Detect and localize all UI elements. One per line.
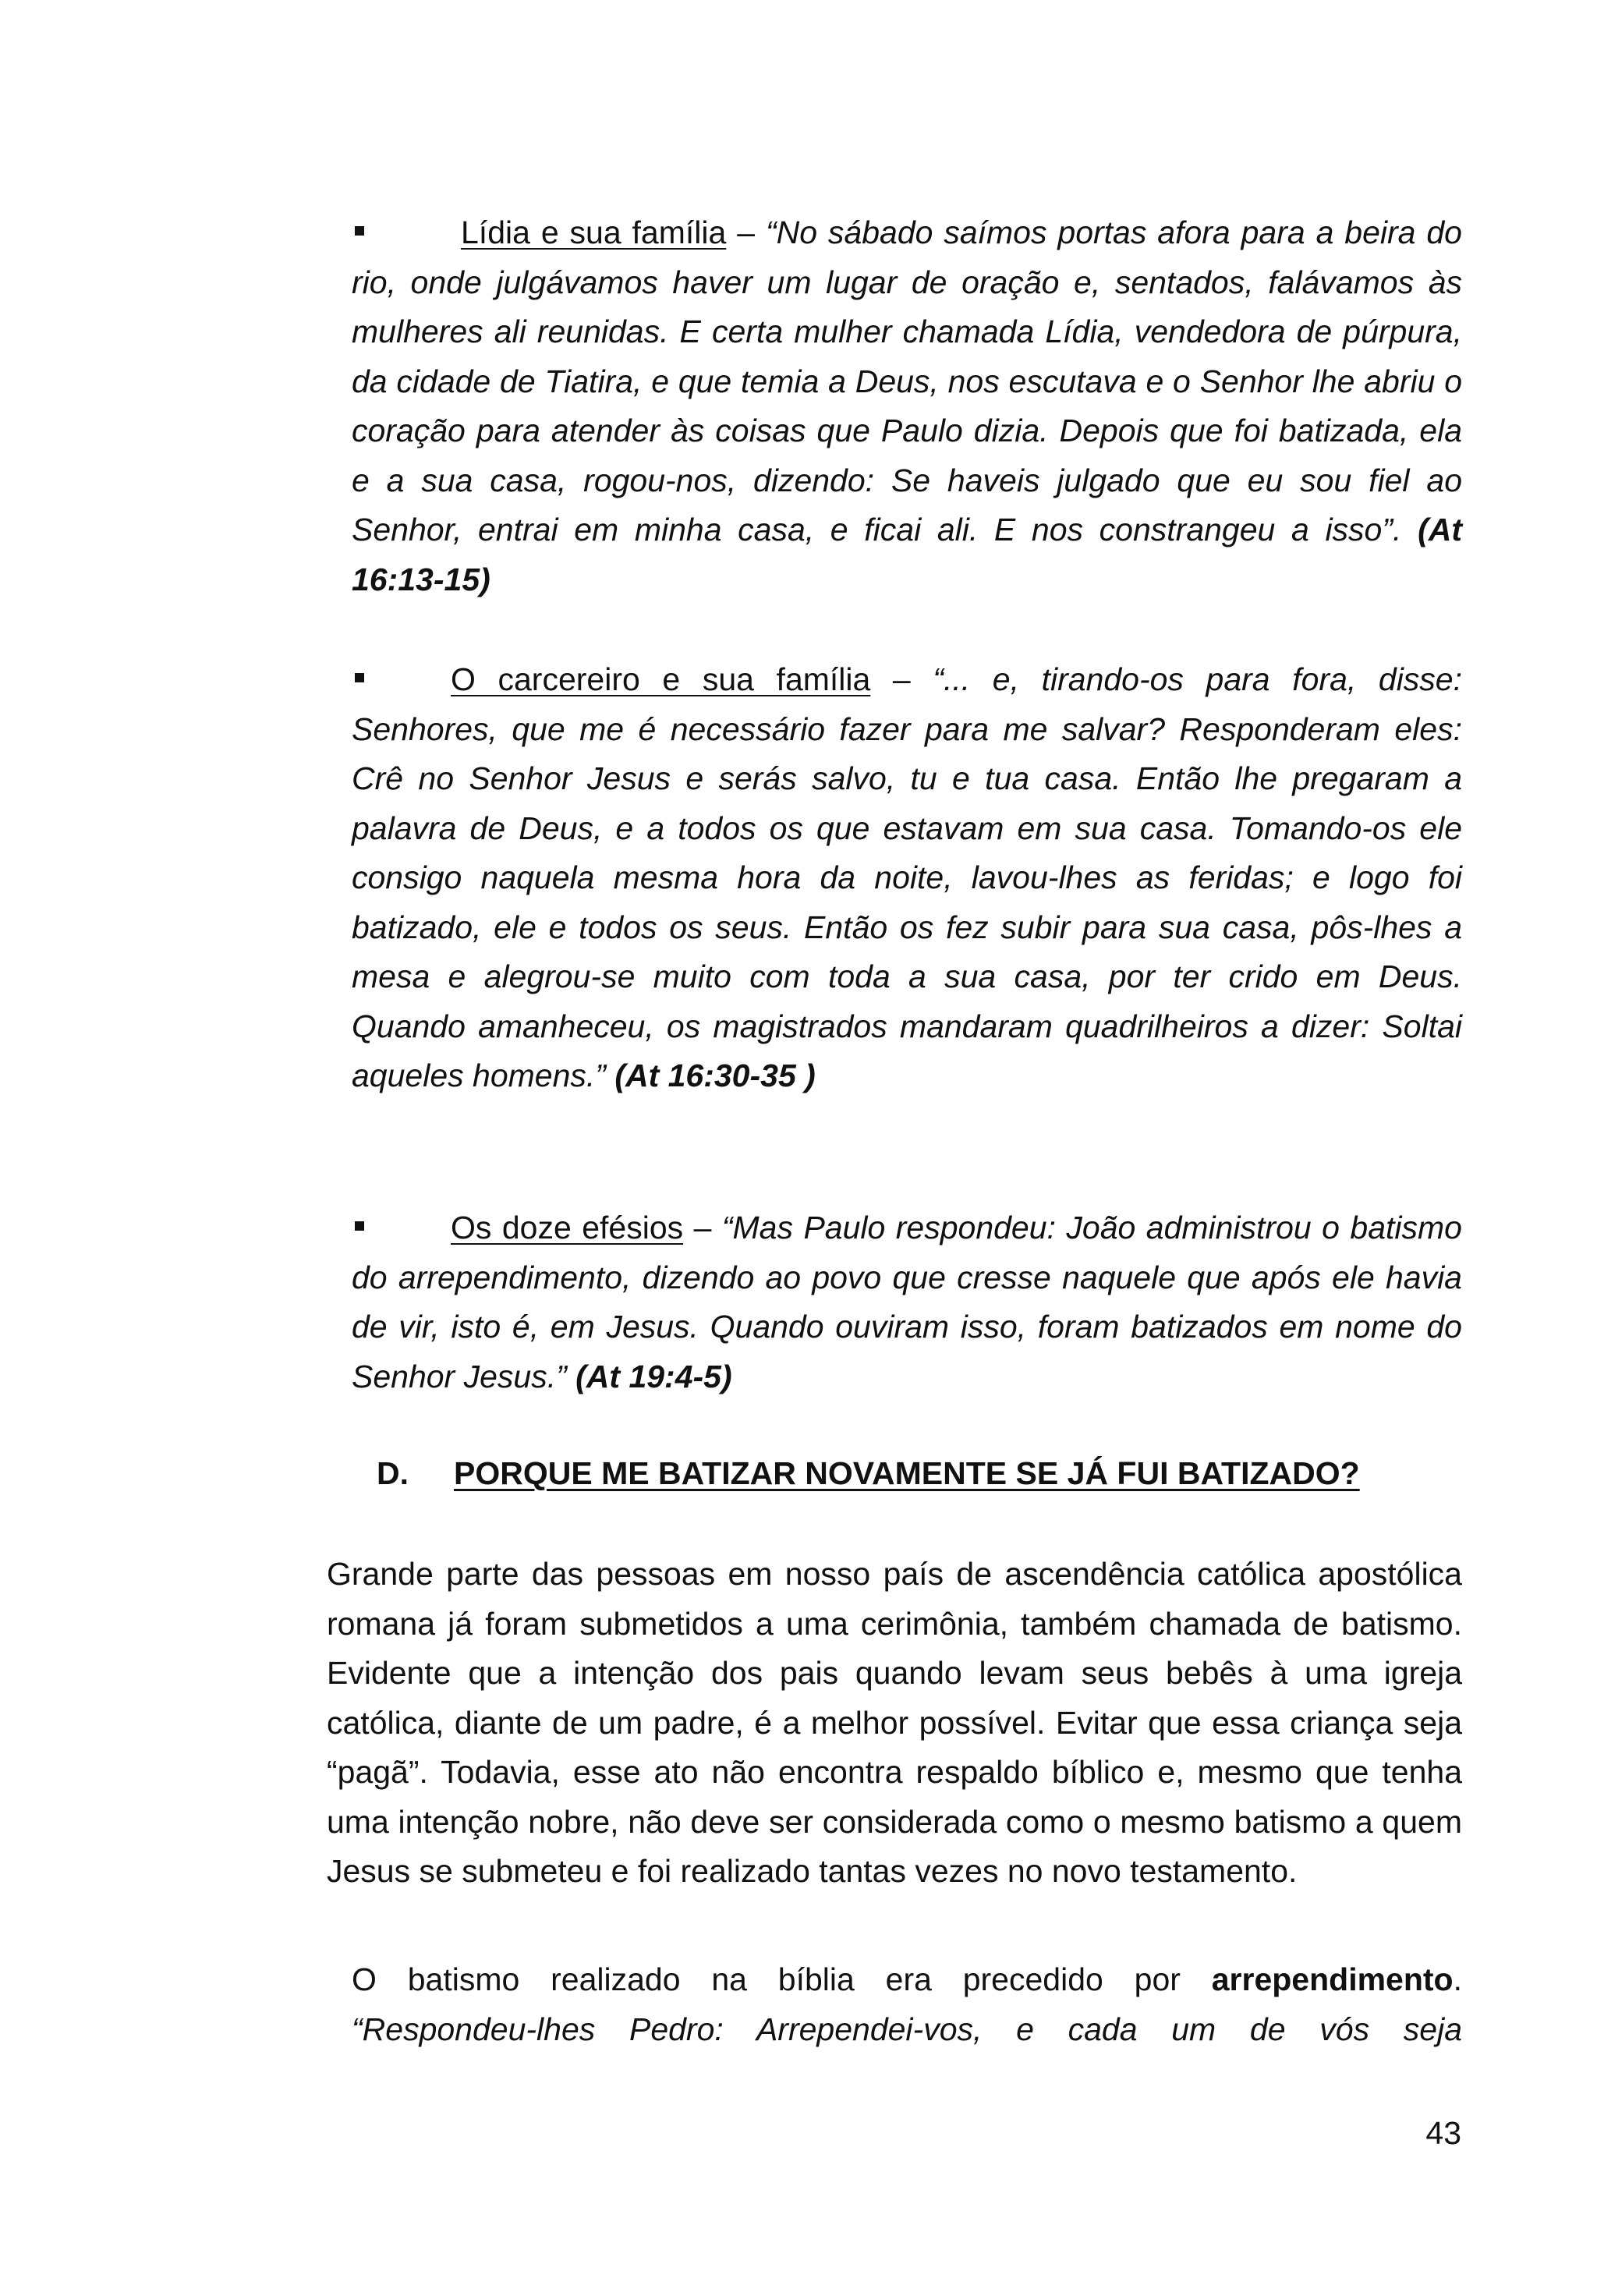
item-quote: “No sábado saímos portas afora para a beira do rio, onde julgávamos haver um lugar de oração e, sentados, falávamos às mulheres ali reunidas. E certa mulher chamada Lídia, vendedora de púrpura, da cidade de Tiatira, e que temia a Deus, nos escutava e o Senhor lhe abriu o coração para atender às coisas que Paulo dizia. Depois que foi batizada, ela e a sua casa, rogou-nos, dizendo: Se haveis julgado que eu sou fiel ao Senhor, entrai em minha casa, e ficai ali. E nos constrangeu a isso”. xyxy=(352,214,1462,547)
square-bullet-icon xyxy=(355,226,364,236)
list-item xyxy=(352,1203,1462,1401)
body-paragraph xyxy=(352,1955,1462,2054)
item-dash: – xyxy=(683,1210,722,1245)
item-quote: “... e, tirando-os para fora, disse: Senhores, que me é necessário fazer para me salvar? Responderam eles: Crê no Senhor Jesus e serás salvo, tu e tua casa. Então lhe pregaram a palavra de Deus, e a todos os que estavam em sua casa. Tomando-os ele consigo naquela mesma hora da noite, lavou-lhes as feridas; e logo foi batizado, ele e todos os seus. Então os fez subir para sua casa, pôs-lhes a mesa e alegrou-se muito com toda a sua casa, por ter crido em Deus. Quando amanheceu, os magistrados mandaram quadrilheiros a dizer: Soltai aqueles homens.” xyxy=(352,661,1462,1093)
page-number: 43 xyxy=(1425,2115,1461,2151)
paragraph-intro: O batismo realizado na bíblia era precedido por xyxy=(352,1961,1212,1997)
item-reference: (At 16:30-35 ) xyxy=(605,1058,816,1093)
section-title: PORQUE ME BATIZAR NOVAMENTE SE JÁ FUI BATIZADO? xyxy=(454,1455,1360,1491)
square-bullet-icon xyxy=(355,673,364,682)
item-dash: – xyxy=(726,214,766,250)
body-paragraph: Grande parte das pessoas em nosso país de ascendência católica apostólica romana já foram submetidos a uma cerimônia, também chamada de batismo. Evidente que a intenção dos pais quando levam seus bebês à uma igreja católica, diante de um padre, é a melhor possível. Evitar que essa criança seja “pagã”. Todavia, esse ato não encontra respaldo bíblico e, mesmo que tenha uma intenção nobre, não deve ser considerada como o mesmo batismo a quem Jesus se submeteu e foi realizado tantas vezes no novo testamento. xyxy=(327,1556,1462,1889)
item-title: Os doze efésios xyxy=(451,1210,684,1245)
section-letter: D. xyxy=(377,1455,409,1491)
item-reference: (At 16:13-15) xyxy=(352,512,1462,597)
list-item xyxy=(352,208,1462,604)
item-quote: “Mas Paulo respondeu: João administrou o batismo do arrependimento, dizendo ao povo que cresse naquele que após ele havia de vir, isto é, em Jesus. Quando ouviram isso, foram batizados em nome do Senhor Jesus.” xyxy=(352,1210,1462,1394)
paragraph-period: . xyxy=(1453,1961,1462,1997)
item-reference: (At 19:4-5) xyxy=(566,1358,732,1394)
paragraph-quote: “Respondeu-lhes Pedro: Arrependei-vos, e cada um de vós seja xyxy=(352,2011,1462,2047)
item-title: Lídia e sua família xyxy=(461,214,727,250)
square-bullet-icon xyxy=(355,1221,364,1231)
paragraph-emphasis: arrependimento xyxy=(1211,1961,1454,1997)
list-item xyxy=(352,655,1462,1101)
section-heading xyxy=(377,1449,1360,1498)
item-title: O carcereiro e sua família xyxy=(451,661,871,697)
item-dash: – xyxy=(870,661,933,697)
